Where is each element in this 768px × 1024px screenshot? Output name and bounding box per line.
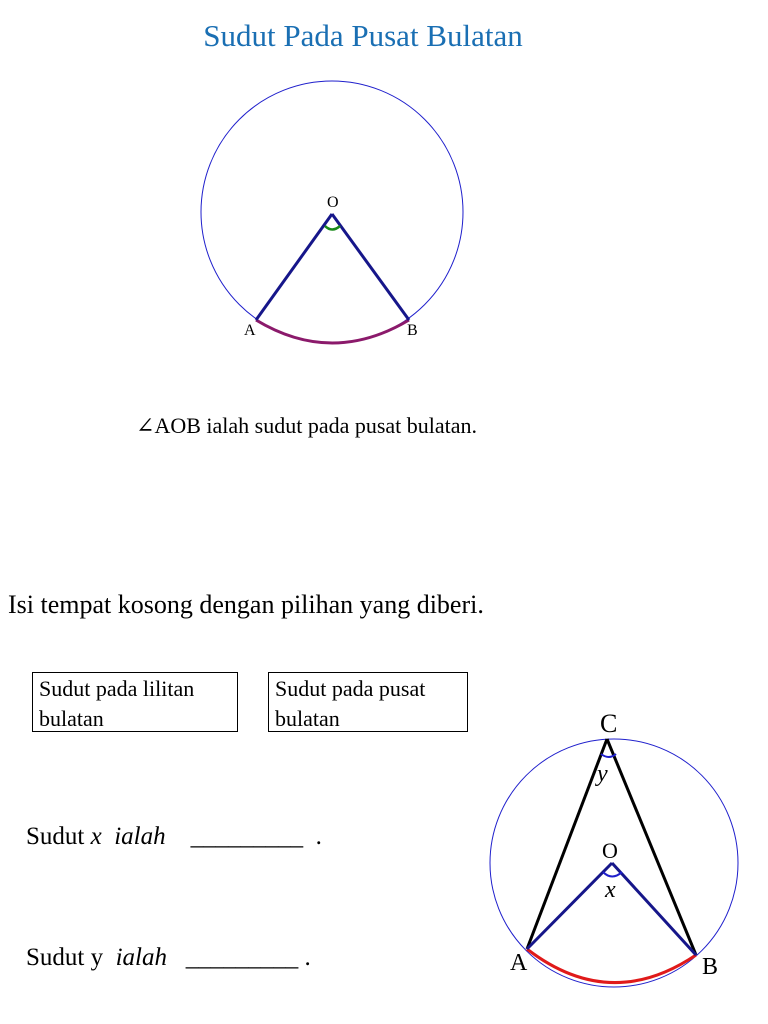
instruction-text: Isi tempat kosong dengan pilihan yang diberi.: [8, 590, 484, 619]
question-y: [26, 944, 311, 972]
choice-box-center: [268, 672, 468, 732]
statement-text: AOB ialah sudut pada pusat bulatan.: [154, 413, 478, 438]
inscribed-angle-diagram: [490, 709, 738, 987]
question-subject: Sudut: [26, 823, 91, 850]
label-b-2: B: [702, 954, 719, 980]
choice-line: bulatan: [275, 706, 340, 731]
question-end: .: [304, 944, 311, 971]
question-verb: ialah: [115, 944, 168, 971]
label-o-1: O: [327, 194, 339, 211]
page-title: Sudut Pada Pusat Bulatan: [203, 18, 523, 53]
question-end: .: [315, 823, 322, 850]
question-variable: x: [90, 823, 102, 850]
arc-ab-1: [256, 320, 409, 343]
label-c: C: [600, 709, 618, 738]
choice-line: Sudut pada pusat: [275, 676, 426, 701]
choice-line: bulatan: [39, 706, 104, 731]
choice-box-circumference: [32, 672, 238, 732]
choice-line: Sudut pada lilitan: [39, 676, 195, 701]
label-x: x: [605, 877, 616, 903]
arc-ab-2: [527, 949, 696, 983]
answer-blank: _________: [190, 823, 304, 850]
label-y: y: [597, 761, 608, 787]
angle-symbol: ∠: [136, 413, 155, 438]
radius-ob-1: [332, 214, 409, 320]
circle-1: [201, 81, 463, 343]
question-subject: Sudut y: [26, 944, 104, 971]
label-a-1: A: [244, 322, 256, 339]
central-angle-diagram: [201, 81, 463, 343]
chord-cb: [607, 739, 696, 955]
radius-oa-1: [256, 214, 332, 320]
question-verb: ialah: [114, 823, 166, 850]
label-a-2: A: [510, 950, 528, 976]
question-x: [26, 823, 322, 851]
angle-mark-aob: [325, 226, 340, 230]
label-o-2: O: [602, 838, 618, 863]
radius-ob-2: [612, 863, 696, 955]
angle-statement: [136, 413, 477, 439]
angle-mark-y: [601, 754, 616, 757]
chord-ca: [527, 739, 607, 949]
answer-blank: _________: [185, 944, 299, 971]
radius-oa-2: [527, 863, 612, 949]
label-b-1: B: [407, 322, 418, 339]
